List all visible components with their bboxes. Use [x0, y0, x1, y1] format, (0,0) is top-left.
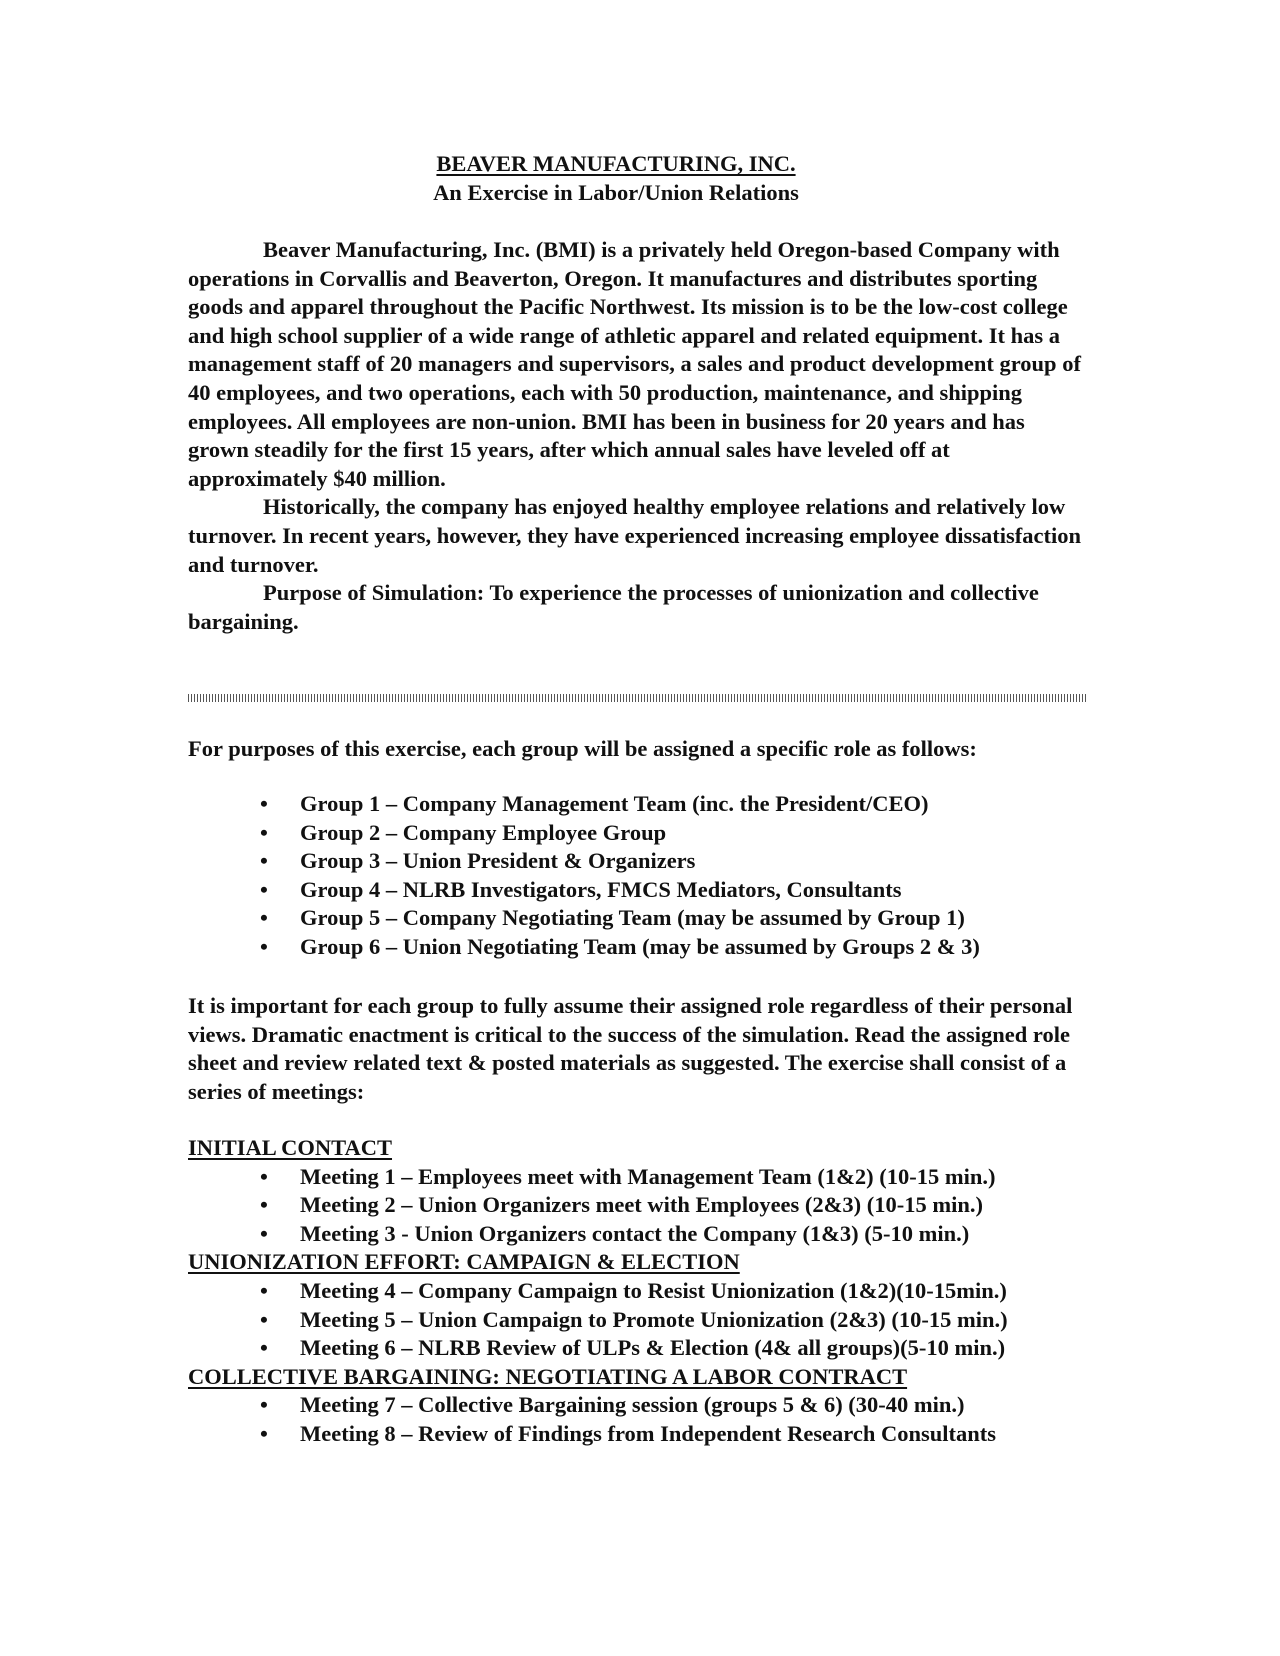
instructions-paragraph: It is important for each group to fully assume their assigned role regardless of their personal views. Dramatic enactment is critical to the success of the simulation. Read the assigned role sheet and review related text & posted materials as suggested. The exercise shall consist of a series of meetings: — [188, 993, 1073, 1104]
section-heading-unionization: UNIONIZATION EFFORT: CAMPAIGN & ELECTION — [188, 1249, 740, 1275]
meeting-list — [188, 1277, 1088, 1363]
list-item — [188, 1191, 1088, 1220]
meeting-list — [188, 1391, 1088, 1448]
bullet-icon: • — [260, 1335, 268, 1361]
group-label: Group 3 – Union President & Organizers — [300, 848, 696, 874]
meeting-label: Meeting 6 – NLRB Review of ULPs & Election (4& all groups)(5-10 min.) — [300, 1335, 1006, 1361]
meetings-section — [188, 1134, 1088, 1449]
bullet-icon: • — [260, 791, 268, 816]
intro-section — [188, 236, 1088, 636]
bullet-icon: • — [260, 1163, 268, 1189]
meeting-label: Meeting 2 – Union Organizers meet with Employees (2&3) (10-15 min.) — [300, 1192, 984, 1218]
instructions-section — [188, 992, 1088, 1106]
section-heading-initial-contact: INITIAL CONTACT — [188, 1135, 393, 1160]
intro-paragraph-company: Beaver Manufacturing, Inc. (BMI) is a privately held Oregon-based Company with operations in Corvallis and Beaverton, Oregon. It manufactures and distributes sporting goods and apparel throughout the Pacific Northwest. Its mission is to be the low-cost college and high school supplier of a wide range of athletic apparel and related equipment. It has a management staff of 20 managers and supervisors, a sales and product development group of 40 employees, and two operations, each with 50 production, maintenance, and shipping employees. All employees are non-union. BMI has been in business for 20 years and has grown steadily for the first 15 years, after which annual sales have leveled off at approximately $40 million. — [188, 237, 1081, 491]
list-item — [188, 1334, 1088, 1363]
document-title: BEAVER MANUFACTURING, INC. — [436, 151, 796, 176]
bullet-icon: • — [260, 1277, 268, 1303]
intro-paragraph-history: Historically, the company has enjoyed healthy employee relations and relatively low turnover. In recent years, however, they have experienced increasing employee dissatisfaction and turnover. — [188, 494, 1082, 577]
group-label: Group 2 – Company Employee Group — [300, 819, 667, 845]
list-item — [188, 1163, 1088, 1192]
meeting-label: Meeting 4 – Company Campaign to Resist Unionization (1&2)(10-15min.) — [300, 1277, 1007, 1303]
list-item — [188, 790, 1088, 819]
list-item — [188, 819, 1088, 848]
bullet-icon: • — [260, 1220, 268, 1246]
list-item — [188, 1220, 1088, 1249]
meeting-label: Meeting 5 – Union Campaign to Promote Unionization (2&3) (10-15 min.) — [300, 1306, 1008, 1332]
group-label: Group 6 – Union Negotiating Team (may be assumed by Groups 2 & 3) — [300, 933, 980, 959]
meeting-label: Meeting 3 - Union Organizers contact the Company (1&3) (5-10 min.) — [300, 1220, 970, 1246]
bullet-icon: • — [260, 1392, 268, 1418]
list-item — [188, 933, 1088, 962]
meeting-label: Meeting 1 – Employees meet with Management Team (1&2) (10-15 min.) — [300, 1163, 996, 1189]
group-label: Group 5 – Company Negotiating Team (may be assumed by Group 1) — [300, 905, 965, 931]
list-item — [188, 876, 1088, 905]
meeting-list — [188, 1163, 1088, 1249]
title-block — [0, 150, 1232, 207]
section-heading-collective-bargaining: COLLECTIVE BARGAINING: NEGOTIATING A LABOR CONTRACT — [188, 1363, 908, 1389]
roles-intro: For purposes of this exercise, each group will be assigned a specific role as follows: — [188, 736, 977, 761]
list-item — [188, 1306, 1088, 1335]
bullet-icon: • — [260, 848, 268, 874]
bullet-icon: • — [260, 905, 268, 931]
list-item — [188, 1277, 1088, 1306]
group-label: Group 4 – NLRB Investigators, FMCS Mediators, Consultants — [300, 876, 902, 902]
bullet-icon: • — [260, 876, 268, 902]
group-list — [188, 790, 1088, 962]
section-divider — [188, 694, 1086, 702]
list-item — [188, 1420, 1088, 1449]
group-label: Group 1 – Company Management Team (inc. the President/CEO) — [300, 791, 929, 816]
bullet-icon: • — [260, 933, 268, 959]
bullet-icon: • — [260, 1192, 268, 1218]
intro-paragraph-purpose: Purpose of Simulation: To experience the processes of unionization and collective bargaining. — [188, 580, 1039, 634]
bullet-icon: • — [260, 1306, 268, 1332]
list-item — [188, 1391, 1088, 1420]
meeting-label: Meeting 7 – Collective Bargaining session (groups 5 & 6) (30-40 min.) — [300, 1392, 965, 1418]
meeting-label: Meeting 8 – Review of Findings from Independent Research Consultants — [300, 1420, 997, 1446]
document-subtitle: An Exercise in Labor/Union Relations — [433, 179, 799, 205]
list-item — [188, 904, 1088, 933]
bullet-icon: • — [260, 1420, 268, 1446]
bullet-icon: • — [260, 819, 268, 845]
list-item — [188, 847, 1088, 876]
